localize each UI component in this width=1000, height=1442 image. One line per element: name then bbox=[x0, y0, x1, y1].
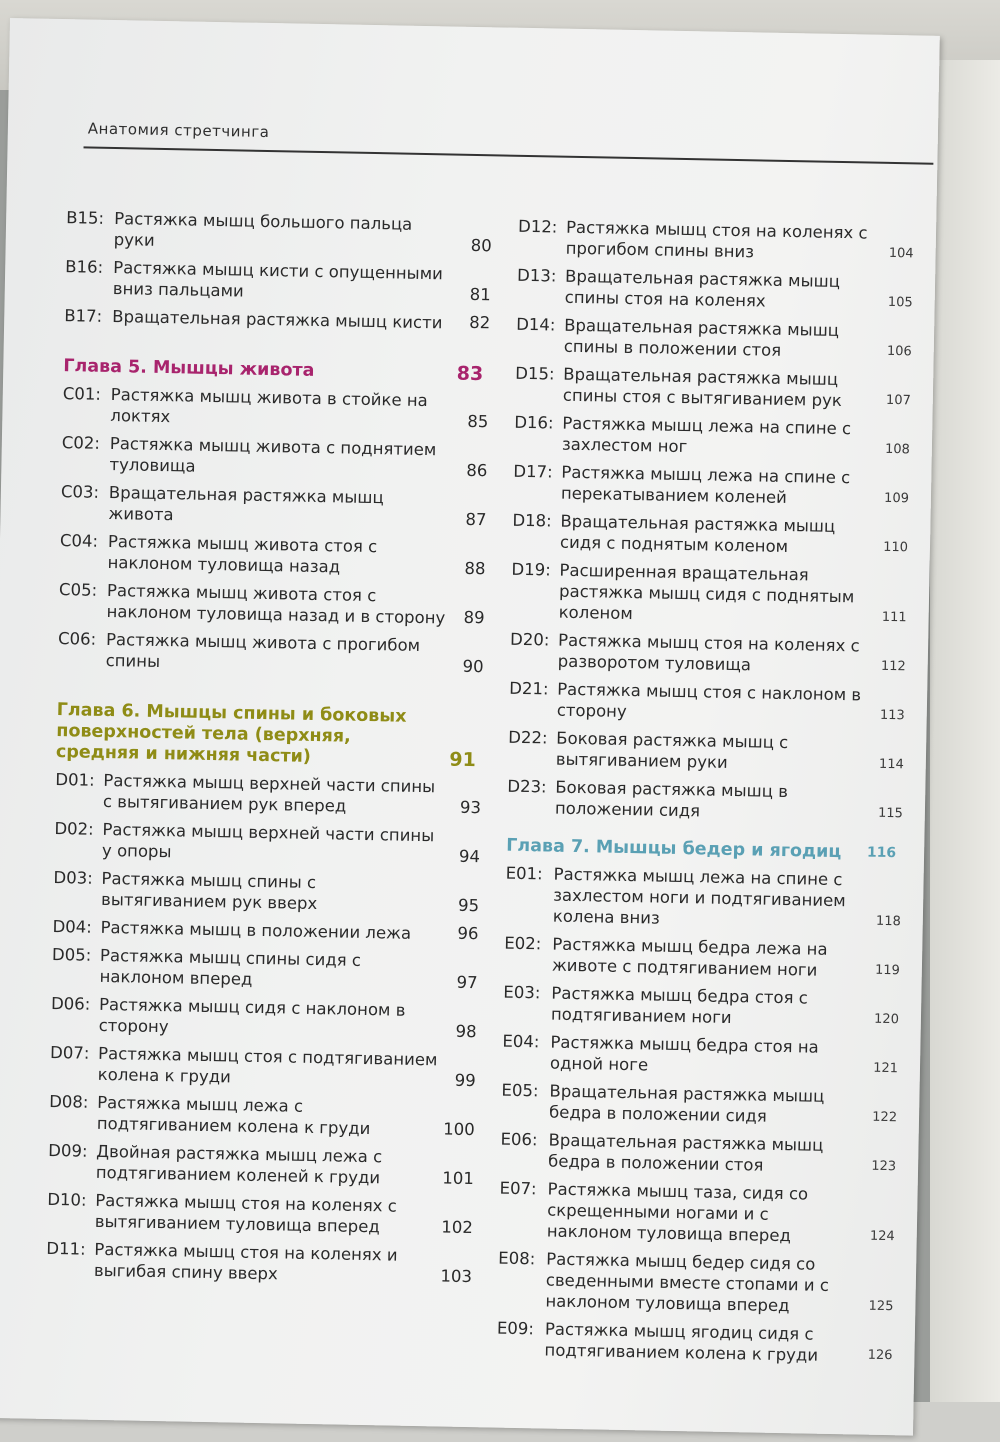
toc-entry bbox=[65, 256, 496, 306]
toc-right-column bbox=[496, 216, 918, 1374]
toc-entry bbox=[62, 383, 493, 433]
toc-entry-title: Вращательная растяжка мышц спины в положении стоя bbox=[563, 315, 840, 360]
toc-entry-code: D17: bbox=[513, 461, 553, 482]
toc-entry-page-number: 123 bbox=[871, 1158, 897, 1175]
toc-entry bbox=[52, 916, 482, 945]
toc-entry-page-number: 85 bbox=[467, 411, 489, 432]
toc-entry bbox=[505, 863, 906, 934]
toc-entry-title: Вращательная растяжка мышц бедра в положении сидя bbox=[548, 1081, 825, 1126]
toc-entry-title: Растяжка мышц живота в стойке на локтях bbox=[110, 385, 428, 427]
toc-entry bbox=[512, 510, 913, 560]
toc-entry-title: Растяжка мышц спины с вытягиванием рук вверх bbox=[100, 868, 318, 914]
toc-entry bbox=[53, 867, 484, 917]
toc-entry-code: E04: bbox=[502, 1031, 540, 1052]
toc-entry-page-number: 80 bbox=[470, 235, 492, 256]
toc-entry bbox=[500, 1129, 901, 1179]
toc-entry-code: D13: bbox=[516, 265, 557, 286]
toc-entry-page-number: 98 bbox=[455, 1021, 477, 1042]
toc-entry bbox=[47, 1189, 478, 1239]
toc-entry-title: Растяжка мышц таза, сидя со скрещенными ногами и с наклоном туловища вперед bbox=[546, 1179, 809, 1246]
toc-entry-code: D02: bbox=[54, 819, 94, 839]
toc-entry-page-number: 99 bbox=[454, 1070, 476, 1091]
toc-entry-code: D15: bbox=[515, 363, 555, 384]
toc-entry-code: C03: bbox=[60, 482, 100, 502]
toc-entry bbox=[516, 314, 917, 364]
toc-entry-code: D09: bbox=[48, 1140, 88, 1161]
toc-entry bbox=[55, 769, 486, 819]
toc-entry bbox=[511, 559, 912, 630]
toc-entry-code: D14: bbox=[516, 314, 556, 335]
toc-entry-page-number: 95 bbox=[457, 895, 480, 916]
toc-entry bbox=[517, 265, 918, 315]
toc-entry bbox=[503, 982, 904, 1032]
toc-entry-title: Вращательная растяжка мышц спины стоя на коленях bbox=[564, 266, 841, 311]
toc-entry bbox=[64, 305, 494, 334]
toc-entry-code: D05: bbox=[51, 944, 92, 965]
toc-entry bbox=[517, 216, 918, 266]
toc-entry bbox=[49, 1091, 480, 1141]
toc-entry bbox=[48, 1140, 479, 1190]
toc-group-e bbox=[496, 863, 905, 1368]
header-rule bbox=[84, 146, 934, 164]
toc-entry bbox=[46, 1238, 477, 1288]
toc-entry-title: Растяжка мышц лежа на спине с захлестом ноги и подтягиванием колена вниз bbox=[552, 864, 846, 928]
toc-entry-code: C06: bbox=[57, 629, 97, 649]
toc-entry-page-number: 86 bbox=[466, 460, 488, 481]
toc-entry bbox=[497, 1248, 898, 1319]
toc-entry-code: E07: bbox=[499, 1178, 537, 1199]
toc-entry-title: Растяжка мышц лежа с подтягиванием колена к груди bbox=[96, 1092, 371, 1139]
toc-entry bbox=[51, 944, 482, 994]
toc-entry-code: D18: bbox=[512, 510, 552, 531]
toc-entry-title: Растяжка мышц живота с прогибом спины bbox=[105, 629, 421, 671]
toc-entry-title: Растяжка мышц спины сидя с наклоном вперед bbox=[99, 945, 362, 989]
toc-entry-page-number: 81 bbox=[469, 284, 491, 305]
toc-entry-title: Растяжка мышц в положении лежа bbox=[100, 917, 412, 943]
toc-entry-title: Растяжка мышц стоя на коленях с вытягиванием туловища вперед bbox=[94, 1190, 398, 1237]
toc-entry bbox=[54, 818, 485, 868]
chapter-title: Глава 5. Мышцы живота bbox=[63, 356, 315, 381]
toc-entry-page-number: 122 bbox=[872, 1109, 898, 1126]
toc-entry-title: Растяжка мышц верхней части спины у опоры bbox=[101, 819, 435, 862]
toc-entry-code: D03: bbox=[53, 867, 93, 888]
toc-entry-title: Растяжка мышц живота стоя с наклоном туловища назад bbox=[107, 531, 378, 577]
toc-entry-page-number: 120 bbox=[873, 1011, 900, 1028]
toc-entry-page-number: 112 bbox=[880, 658, 906, 675]
toc-entry-page-number: 115 bbox=[877, 805, 904, 822]
toc-entry-title: Вращательная растяжка мышц живота bbox=[108, 482, 384, 525]
toc-entry-title: Растяжка мышц бедра стоя с подтягиванием ноги bbox=[550, 983, 809, 1028]
toc-entry bbox=[58, 579, 489, 629]
toc-entry-page-number: 118 bbox=[875, 913, 901, 930]
toc-entry-page-number: 121 bbox=[873, 1060, 899, 1077]
toc-entry-title: Растяжка мышц сидя с наклоном в сторону bbox=[98, 994, 406, 1037]
chapter-title: Глава 7. Мышцы бедер и ягодиц bbox=[506, 835, 842, 863]
toc-entry-page-number: 113 bbox=[879, 707, 905, 724]
toc-entry bbox=[507, 776, 908, 826]
toc-entry-code: D21: bbox=[509, 678, 549, 699]
toc-entry-page-number: 87 bbox=[465, 509, 487, 530]
toc-entry bbox=[501, 1080, 902, 1130]
toc-entry-code: E01: bbox=[505, 863, 543, 884]
toc-entry-code: D04: bbox=[52, 916, 93, 937]
toc-entry-code: B16: bbox=[65, 257, 104, 277]
toc-entry-code: C02: bbox=[61, 433, 101, 453]
toc-entry-code: E02: bbox=[504, 933, 542, 954]
toc-entry-code: E09: bbox=[496, 1318, 535, 1339]
toc-entry-page-number: 124 bbox=[869, 1228, 895, 1245]
toc-entry-page-number: 119 bbox=[874, 962, 901, 979]
toc-entry-title: Боковая растяжка мышц с вытягиванием руки bbox=[555, 728, 789, 772]
toc-entry-code: C04: bbox=[59, 531, 99, 551]
toc-entry-title: Растяжка мышц ягодиц сидя с подтягиванием колена к груди bbox=[544, 1319, 819, 1365]
toc-entry bbox=[509, 678, 910, 728]
toc-entry-title: Растяжка мышц стоя на коленях и выгибая спину вверх bbox=[93, 1239, 398, 1284]
toc-entry-code: D23: bbox=[507, 776, 547, 797]
toc-entry-code: C01: bbox=[62, 384, 102, 404]
toc-entry-code: E03: bbox=[503, 982, 541, 1003]
toc-entry bbox=[61, 432, 492, 482]
toc-entry bbox=[510, 629, 911, 679]
toc-entry-page-number: 114 bbox=[878, 756, 904, 773]
toc-entry-title: Растяжка мышц большого пальца руки bbox=[113, 209, 413, 250]
toc-entry-page-number: 103 bbox=[440, 1266, 473, 1287]
toc-entry-page-number: 102 bbox=[441, 1217, 474, 1238]
toc-entry-code: E06: bbox=[500, 1129, 538, 1150]
toc-entry-page-number: 109 bbox=[883, 490, 910, 507]
toc-entry bbox=[502, 1031, 903, 1081]
toc-entry-code: C05: bbox=[58, 580, 98, 600]
toc-group-c bbox=[57, 383, 492, 678]
toc-entry-title: Расширенная вращательная растяжка мышц сидя с поднятым коленом bbox=[558, 560, 855, 624]
chapter-heading-7 bbox=[506, 836, 906, 865]
toc-entry-code: D08: bbox=[49, 1091, 89, 1112]
toc-entry-page-number: 125 bbox=[868, 1298, 894, 1315]
toc-entry-title: Растяжка мышц бедра лежа на животе с подтягиванием ноги bbox=[551, 934, 828, 980]
toc-entry-code: D16: bbox=[514, 412, 554, 433]
toc-entry bbox=[499, 1178, 900, 1249]
toc-entry-title: Растяжка мышц живота с поднятием туловища bbox=[109, 433, 437, 476]
toc-entry-page-number: 108 bbox=[884, 441, 911, 458]
toc-entry-title: Двойная растяжка мышц лежа с подтягиванием коленей к груди bbox=[95, 1141, 383, 1188]
toc-entry-page-number: 89 bbox=[463, 607, 485, 628]
toc-left-column bbox=[46, 207, 497, 1295]
toc-entry-page-number: 126 bbox=[867, 1347, 893, 1364]
chapter-page-number: 116 bbox=[866, 844, 897, 862]
toc-entry bbox=[66, 207, 497, 257]
toc-entry-title: Растяжка мышц верхней части спины с вытягиванием рук вперед bbox=[102, 770, 436, 816]
toc-entry-page-number: 93 bbox=[459, 797, 482, 818]
toc-entry bbox=[513, 461, 914, 511]
toc-entry-page-number: 94 bbox=[458, 846, 481, 867]
toc-entry bbox=[60, 481, 491, 531]
toc-entry-page-number: 110 bbox=[883, 539, 909, 556]
toc-entry-page-number: 97 bbox=[456, 972, 478, 993]
toc-entry bbox=[50, 993, 481, 1043]
toc-entry-code: B15: bbox=[65, 208, 105, 228]
toc-entry-title: Растяжка мышц бедер сидя со сведенными вместе стопами и с наклоном туловища вперед bbox=[545, 1249, 830, 1316]
toc-entry-code: E05: bbox=[501, 1080, 539, 1101]
toc-group-d-left bbox=[46, 769, 486, 1288]
toc-entry-page-number: 100 bbox=[443, 1119, 475, 1140]
toc-entry-code: B17: bbox=[64, 306, 103, 326]
toc-entry-page-number: 82 bbox=[469, 312, 491, 333]
toc-entry-code: D07: bbox=[49, 1042, 90, 1063]
toc-entry-code: D12: bbox=[517, 216, 558, 237]
toc-entry-page-number: 105 bbox=[887, 294, 913, 311]
chapter-heading-5 bbox=[63, 356, 493, 385]
toc-entry-title: Растяжка мышц стоя на коленях с прогибом спины вниз bbox=[565, 217, 868, 262]
toc-entry-page-number: 104 bbox=[888, 245, 914, 262]
toc-entry-title: Вращательная растяжка мышц спины стоя с вытягиванием рук bbox=[562, 364, 842, 411]
toc-group-b bbox=[64, 207, 496, 334]
toc-entry-page-number: 107 bbox=[885, 392, 911, 409]
toc-entry-title: Вращательная растяжка мышц бедра в положении стоя bbox=[547, 1130, 824, 1175]
toc-entry-code: D01: bbox=[55, 770, 95, 790]
chapter-page-number: 91 bbox=[449, 748, 477, 772]
running-head: Анатомия стретчинга bbox=[87, 119, 270, 141]
toc-entry-title: Растяжка мышц стоя с подтягиванием колена к груди bbox=[97, 1043, 438, 1087]
toc-entry-title: Растяжка мышц стоя на коленях с разворотом туловища bbox=[557, 630, 860, 675]
toc-entry-code: D11: bbox=[46, 1238, 86, 1259]
toc-entry bbox=[504, 933, 905, 983]
toc-entry-title: Растяжка мышц кисти с опущенными вниз пальцами bbox=[112, 258, 444, 301]
toc-entry bbox=[514, 412, 915, 462]
toc-entry-page-number: 111 bbox=[881, 609, 907, 626]
toc-entry-title: Растяжка мышц живота стоя с наклоном туловища назад и в сторону bbox=[106, 580, 446, 628]
toc-entry-title: Растяжка мышц лежа на спине с перекатыванием коленей bbox=[560, 462, 851, 508]
toc-entry bbox=[508, 727, 909, 777]
toc-entry bbox=[57, 628, 488, 678]
toc-entry-title: Растяжка мышц стоя с наклоном в сторону bbox=[556, 679, 862, 721]
toc-entry-code: D20: bbox=[509, 629, 550, 650]
toc-entry-title: Вращательная растяжка мышц кисти bbox=[112, 307, 443, 333]
chapter-heading-6 bbox=[56, 700, 487, 771]
toc-entry-code: D22: bbox=[508, 727, 548, 748]
toc-entry-page-number: 96 bbox=[457, 923, 479, 944]
toc-entry bbox=[515, 363, 916, 413]
chapter-title: Глава 6. Мышцы спины и боковых поверхностей тела (верхняя, средняя и нижняя части) bbox=[55, 700, 407, 767]
toc-entry-title: Боковая растяжка мышц в положении сидя bbox=[554, 777, 789, 821]
toc-entry-page-number: 106 bbox=[886, 343, 912, 360]
toc-entry-title: Вращательная растяжка мышц сидя с поднятым коленом bbox=[559, 511, 836, 557]
chapter-page-number: 83 bbox=[456, 362, 484, 386]
toc-entry-title: Растяжка мышц лежа на спине с захлестом ног bbox=[561, 413, 852, 457]
toc-entry-page-number: 88 bbox=[464, 558, 486, 579]
toc-entry-code: D19: bbox=[511, 559, 551, 580]
toc-group-d-right bbox=[507, 216, 918, 826]
toc-entry bbox=[50, 1042, 481, 1092]
toc-entry-page-number: 90 bbox=[462, 656, 484, 677]
toc-entry bbox=[59, 530, 490, 580]
toc-entry-title: Растяжка мышц бедра стоя на одной ноге bbox=[549, 1032, 819, 1075]
book-page bbox=[0, 18, 940, 1436]
adjacent-page-edge bbox=[930, 60, 1000, 1442]
toc-entry-code: D06: bbox=[50, 993, 91, 1014]
toc-entry-code: D10: bbox=[47, 1189, 87, 1210]
toc-entry bbox=[496, 1318, 897, 1368]
toc-entry-page-number: 101 bbox=[442, 1168, 474, 1189]
toc-entry-code: E08: bbox=[498, 1248, 536, 1269]
